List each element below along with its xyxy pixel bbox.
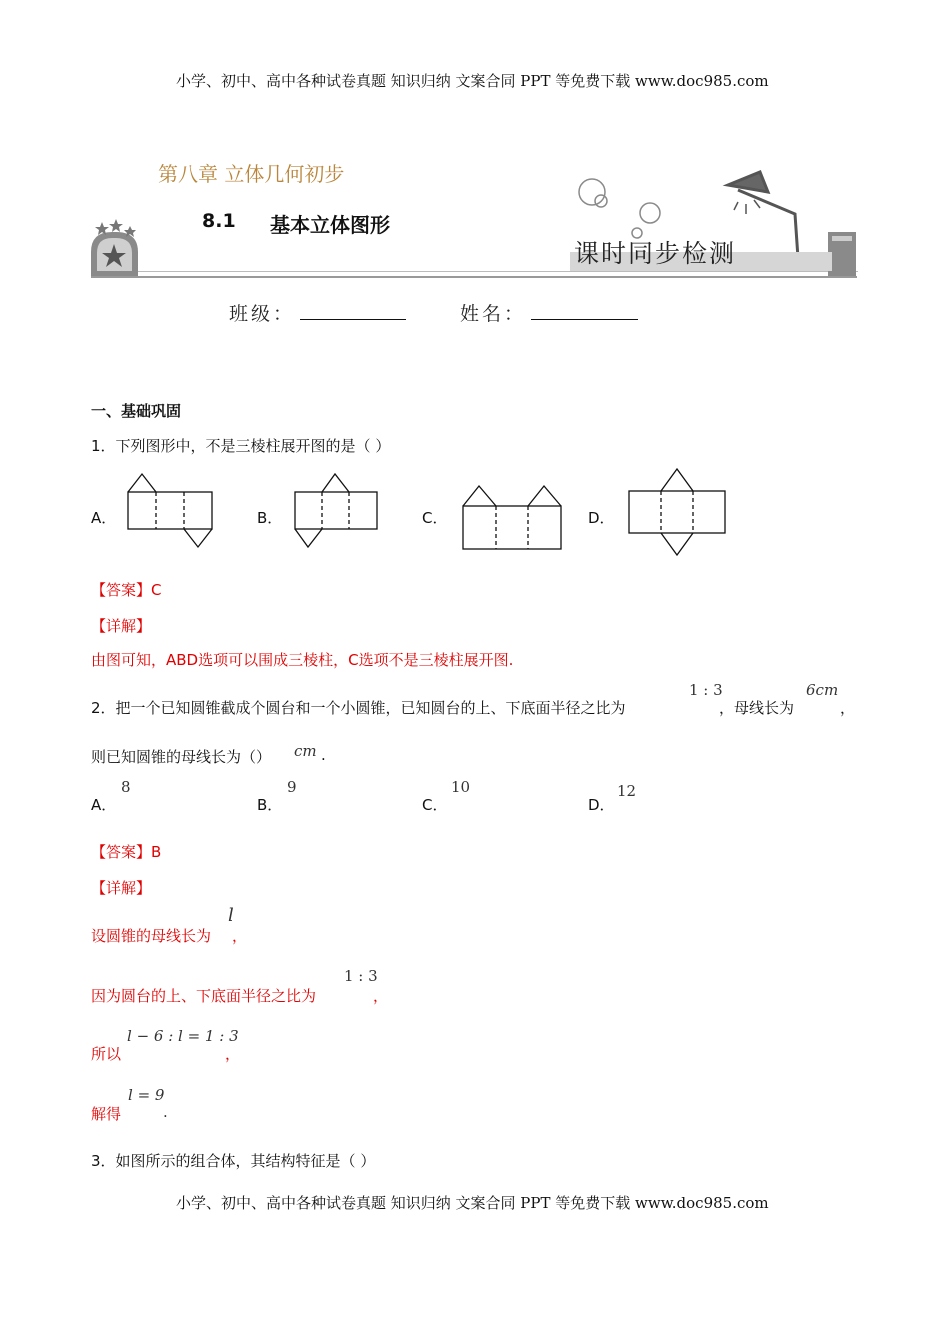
q2-option-d-value: 12 (617, 782, 637, 800)
q2-step3-end: ， (225, 1045, 241, 1063)
q2-ratio: 1 : 3 (689, 681, 723, 699)
chapter-title: 第八章 立体几何初步 (158, 162, 345, 186)
q1-explain-label: 【详解】 (91, 617, 152, 635)
q2-step1-math: l (228, 905, 234, 926)
q2-option-c-label: C． (422, 796, 448, 814)
q2-stem-part2: ，母线长为 (719, 699, 795, 717)
banner-text: 课时同步检测 (574, 239, 737, 268)
q2-stem-part3: ， (840, 699, 856, 717)
q2-length: 6cm (806, 681, 839, 699)
q2-step3-math: l − 6 : l = 1 : 3 (127, 1027, 239, 1045)
q2-option-d-label: D． (588, 796, 615, 814)
q2-step1-text: 设圆锥的母线长为 (91, 927, 212, 945)
footer-banner: 小学、初中、高中各种试卷真题 知识归纳 文案合同 PPT 等免费下载 www.doc985.com (176, 1194, 769, 1212)
q1-figure-c (460, 482, 566, 554)
q2-option-c-value: 10 (451, 778, 471, 796)
section-title: 基本立体图形 (270, 213, 390, 237)
class-field[interactable] (300, 319, 406, 320)
q2-option-a-label: A． (91, 796, 117, 814)
q2-option-b-label: B． (257, 796, 283, 814)
q1-answer: 【答案】C (91, 581, 162, 599)
q2-option-a-value: 8 (121, 778, 131, 796)
q2-step2-end: ， (373, 987, 389, 1005)
q2-option-b-value: 9 (287, 778, 297, 796)
q2-answer: 【答案】B (91, 843, 162, 861)
q2-unit: cm (294, 742, 317, 760)
q1-figure-d (626, 465, 730, 559)
q2-stem-part1: 2．把一个已知圆锥截成个圆台和一个小圆锥，已知圆台的上、下底面半径之比为 (91, 699, 626, 717)
q2-stem-line2-end: . (321, 746, 326, 764)
q2-stem-line2: 则已知圆锥的母线长为（） (91, 748, 272, 766)
q2-step4-end: . (163, 1103, 168, 1121)
q2-step4-math: l = 9 (128, 1086, 165, 1104)
q3-stem: 3．如图所示的组合体，其结构特征是（ ） (91, 1152, 376, 1170)
class-label: 班级： (229, 303, 296, 325)
q1-option-a-label: A． (91, 509, 117, 527)
q2-step2-math: 1 : 3 (344, 967, 378, 985)
q2-step4-text: 解得 (91, 1105, 122, 1123)
q1-stem: 1．下列图形中，不是三棱柱展开图的是（ ） (91, 437, 391, 455)
q2-explain-label: 【详解】 (91, 879, 152, 897)
q1-explanation: 由图可知，ABD选项可以围成三棱柱，C选项不是三棱柱展开图. (91, 651, 514, 669)
part-heading: 一、基础巩固 (91, 402, 182, 420)
q1-option-b-label: B． (257, 509, 283, 527)
q1-figure-b (293, 470, 383, 550)
desk-lamp-icon (728, 172, 820, 262)
q1-option-c-label: C． (422, 509, 448, 527)
q2-step3-text: 所以 (91, 1045, 122, 1063)
bubbles-icon (579, 179, 660, 238)
section-number: 8.1 (202, 210, 236, 232)
header-banner: 小学、初中、高中各种试卷真题 知识归纳 文案合同 PPT 等免费下载 www.doc985.com (176, 72, 769, 90)
q2-step2-text: 因为圆台的上、下底面半径之比为 (91, 987, 317, 1005)
q1-option-d-label: D． (588, 509, 615, 527)
star-badge-icon (91, 219, 138, 277)
name-field[interactable] (531, 319, 638, 320)
q2-step1-end: ， (232, 927, 248, 945)
q1-figure-a (126, 470, 216, 550)
name-label: 姓名： (460, 303, 527, 325)
